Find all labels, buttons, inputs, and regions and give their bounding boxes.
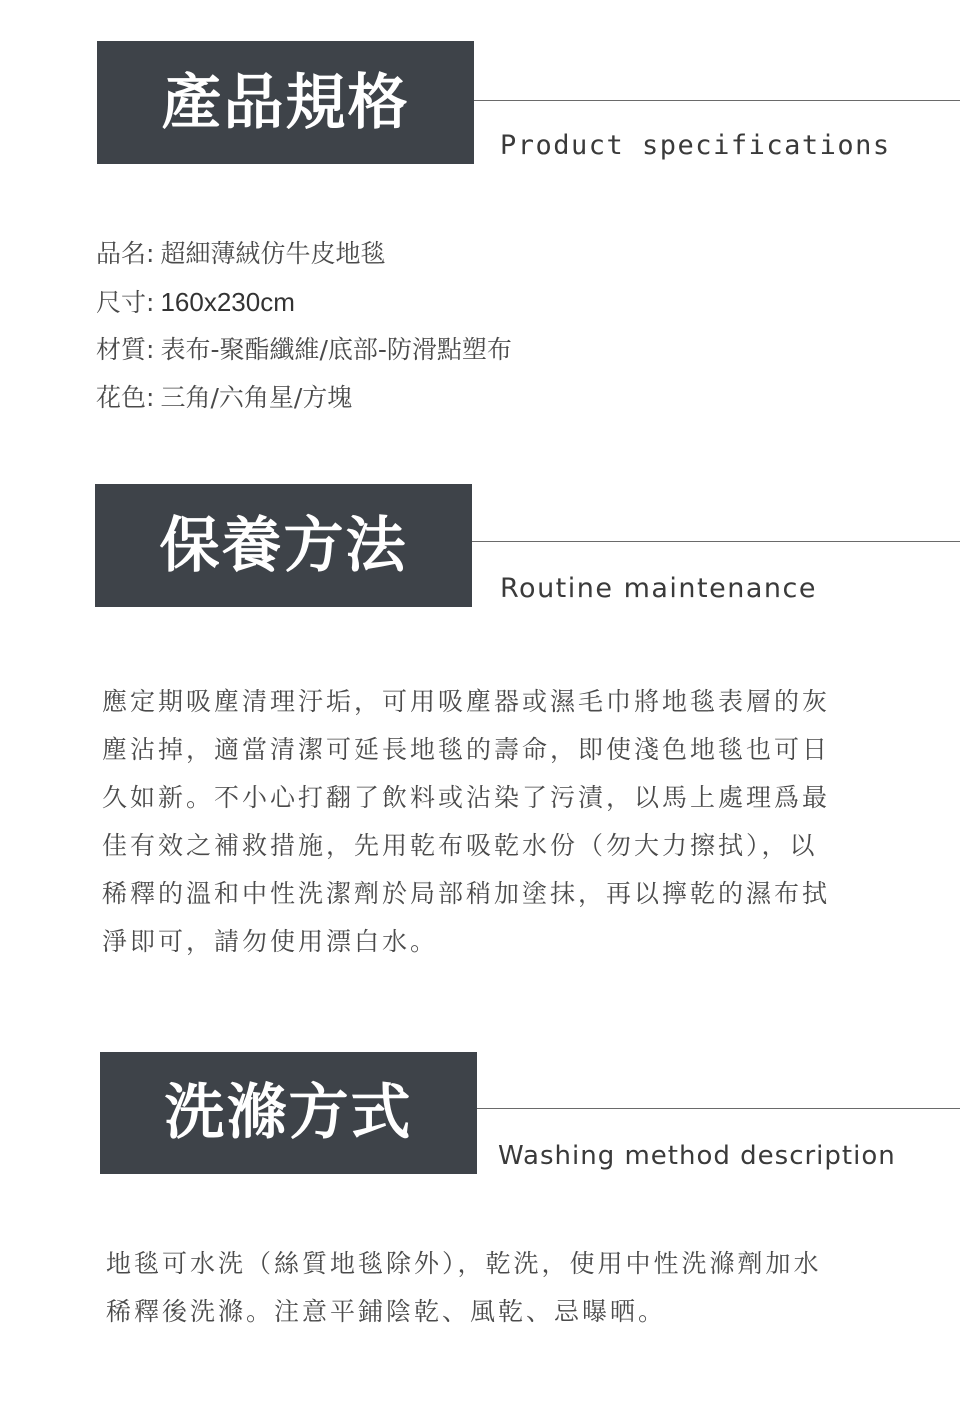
spec-label: 材質: <box>96 335 155 364</box>
paragraph-line: 久如新。不小心打翻了飲料或沾染了污漬，以馬上處理爲最 <box>102 783 831 812</box>
specs-title: 產品規格 <box>161 67 410 138</box>
washing-rule <box>477 1108 960 1109</box>
washing-title-box <box>100 1052 477 1174</box>
maintenance-title: 保養方法 <box>159 510 408 581</box>
washing-paragraph <box>106 1240 822 1336</box>
spec-label: 品名: <box>96 239 155 268</box>
paragraph-line: 地毯可水洗（絲質地毯除外），乾洗，使用中性洗滌劑加水 <box>106 1249 822 1278</box>
spec-value: 表布-聚酯纖維/底部-防滑點塑布 <box>160 335 512 364</box>
spec-value: 超細薄絨仿牛皮地毯 <box>160 239 386 268</box>
maintenance-rule <box>472 541 960 542</box>
paragraph-line: 應定期吸塵清理汙垢，可用吸塵器或濕毛巾將地毯表層的灰 <box>102 687 831 716</box>
specs-subtitle: Product specifications <box>500 130 891 161</box>
paragraph-line: 稀釋後洗滌。注意平鋪陰乾、風乾、忌曝晒。 <box>106 1297 667 1326</box>
spec-row-material <box>96 326 512 374</box>
spec-value: 三角/六角星/方塊 <box>160 383 353 412</box>
spec-row-name <box>96 230 512 278</box>
paragraph-line: 稀釋的溫和中性洗潔劑於局部稍加塗抹，再以擰乾的濕布拭 <box>102 879 831 908</box>
paragraph-line: 淨即可，請勿使用漂白水。 <box>102 927 439 956</box>
maintenance-title-box <box>95 484 472 607</box>
spec-row-pattern <box>96 374 512 422</box>
maintenance-paragraph <box>102 678 830 966</box>
washing-title: 洗滌方式 <box>164 1078 413 1148</box>
maintenance-subtitle: Routine maintenance <box>500 573 817 604</box>
spec-label: 花色: <box>96 383 155 412</box>
spec-row-size <box>96 278 512 326</box>
spec-label: 尺寸: <box>96 288 155 317</box>
paragraph-line: 塵沾掉，適當清潔可延長地毯的壽命，即使淺色地毯也可日 <box>102 735 831 764</box>
washing-subtitle: Washing method description <box>498 1141 896 1171</box>
specs-list <box>96 230 512 422</box>
specs-rule <box>474 100 960 101</box>
specs-title-box <box>97 41 474 164</box>
spec-value: 160x230cm <box>160 287 295 317</box>
paragraph-line: 佳有效之補救措施，先用乾布吸乾水份（勿大力擦拭），以 <box>102 831 818 860</box>
